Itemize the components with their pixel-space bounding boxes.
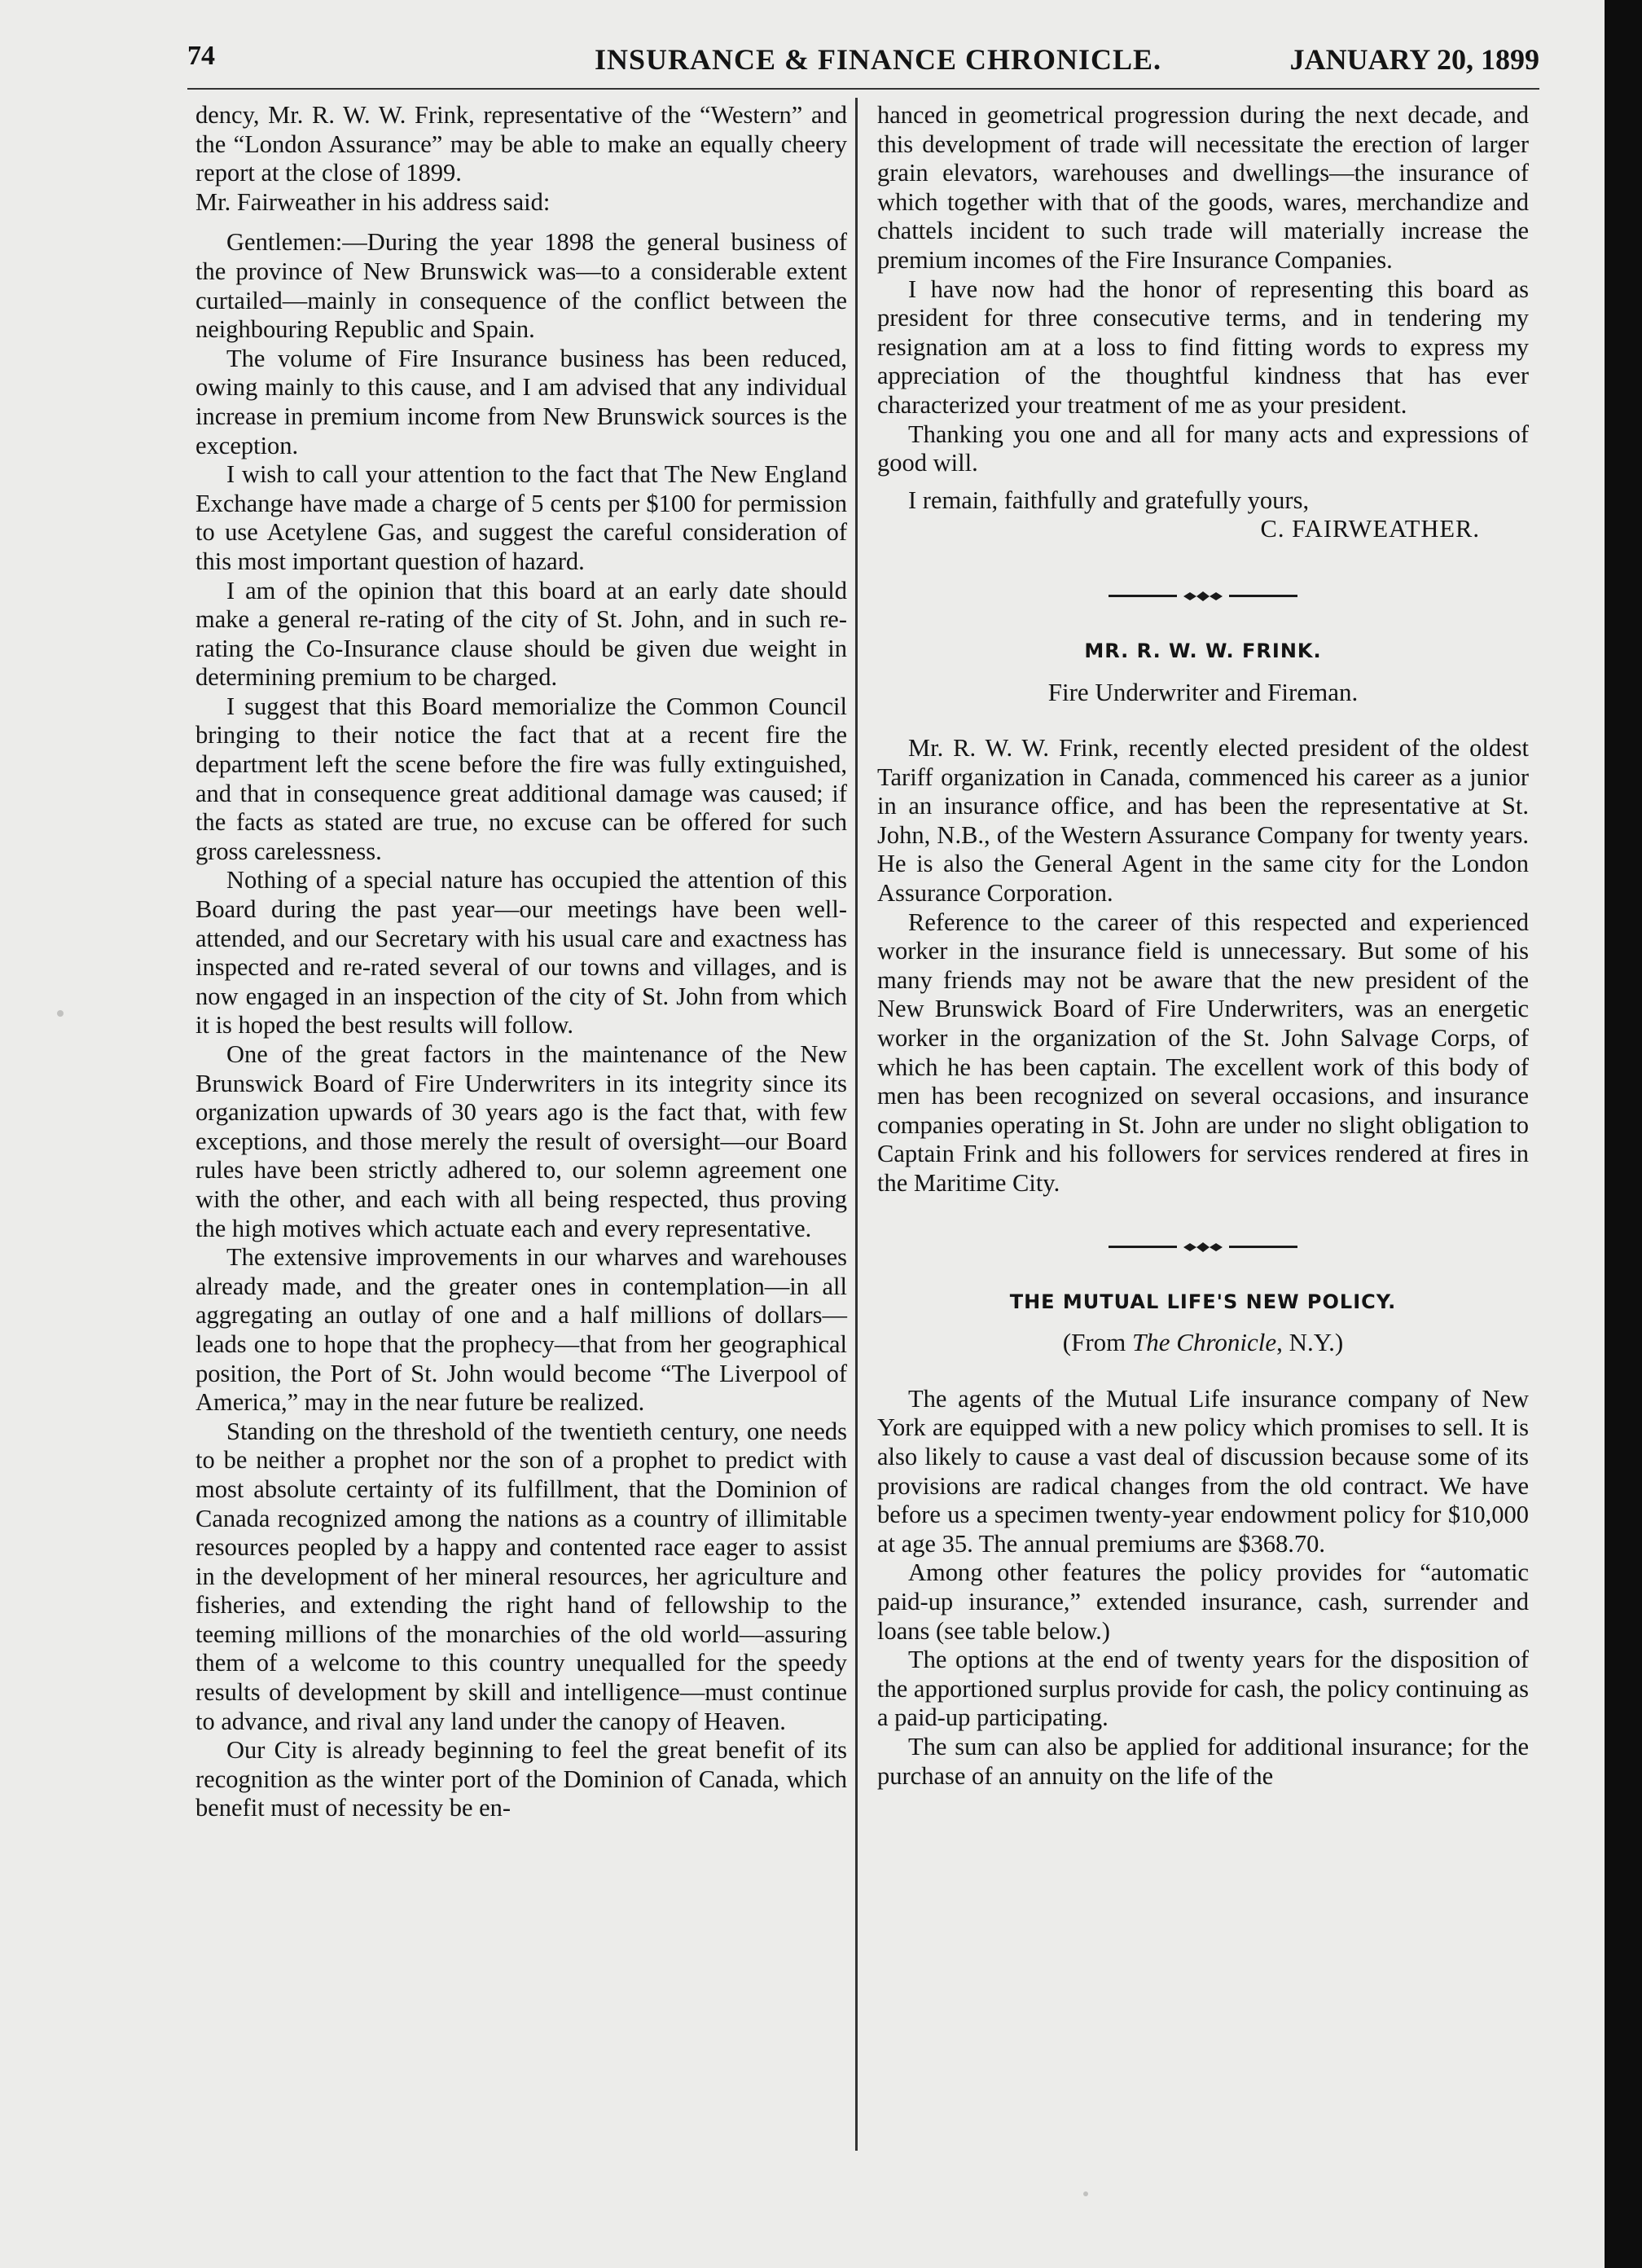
paragraph: The volume of Fire Insurance business has been reduced, owing mainly to this cause, and I am advised that any individual increase in premium income from New Brunswick sources is the exception. xyxy=(195,344,847,459)
paragraph: Mr. Fairweather in his address said: xyxy=(195,187,551,216)
closing-line: I remain, faithfully and gratefully yours, xyxy=(908,486,1310,514)
source-name: The Chronicle xyxy=(1132,1328,1277,1357)
article-subheading: Fire Underwriter and Fireman. xyxy=(1047,677,1359,706)
paragraph: One of the great factors in the maintenance of the New Brunswick Board of Fire Underwriters in its integrity since its organization upwards of 30 years ago is the fact that, with few exceptions, and those merely the result of oversight—our Board rules have been strictly adhered to, our solemn agreement one with the other, and each with all being respected, thus proving the high motives which actuate each and every representative. xyxy=(195,1040,847,1242)
section-ornament xyxy=(877,580,1529,613)
article-heading: THE MUTUAL LIFE'S NEW POLICY. xyxy=(1009,1290,1397,1313)
print-speck xyxy=(1083,2191,1088,2196)
scan-edge xyxy=(1605,0,1642,2268)
paragraph: I have now had the honor of representing this board as president for three consecutive terms, and in tendering my resignation am at a loss to find fitting words to express my appreciation of the thoughtful kindness that has ever characterized your treatment of me as your president. xyxy=(877,275,1529,419)
header-rule xyxy=(187,88,1539,90)
paragraph: Reference to the career of this respected and experienced worker in the insurance field is unnecessary. But some of his many friends may not be aware that the new president of the New Brunswick Board of Fire Underwriters, was an energetic worker in the organization of the St. John Salvage Corps, of which he has been captain. The excellent work of this body of men has been recognized on several occasions, and insurance companies operating in St. John are under no slight obligation to Captain Frink and his followers for services rendered at fires in the Maritime City. xyxy=(877,908,1529,1197)
issue-date: JANUARY 20, 1899 xyxy=(1289,43,1539,76)
paragraph: Among other features the policy provides for “automatic paid-up insurance,” extended insurance, cash, surrender and loans (see table below.) xyxy=(877,1558,1529,1645)
ornament-knot-icon xyxy=(1182,1242,1224,1253)
paragraph: The sum can also be applied for additional insurance; for the purchase of an annuity on the life of the xyxy=(877,1732,1529,1790)
paragraph: Our City is already beginning to feel the great benefit of its recognition as the winter port of the Dominion of Canada, which benefit must of necessity be en- xyxy=(195,1736,847,1822)
paragraph: I am of the opinion that this board at an early date should make a general re-rating of the city of St. John, and in such re-rating the Co-Insurance clause should be given due weight in determining premium to be charged. xyxy=(195,576,847,692)
left-column xyxy=(195,101,847,1823)
source-suffix: , N.Y.) xyxy=(1276,1328,1344,1357)
paragraph: Nothing of a special nature has occupied the attention of this Board during the past year—our meetings have been well-attended, and our Secretary with his usual care and exactness has inspected and re-rated several of our towns and villages, and is now engaged in an inspection of the city of St. John from which it is hoped the best results will follow. xyxy=(195,866,847,1040)
source-prefix: (From xyxy=(1062,1328,1133,1357)
right-column xyxy=(877,101,1529,1791)
page-number: 74 xyxy=(187,41,215,71)
paragraph: The agents of the Mutual Life insurance company of New York are equipped with a new policy which promises to sell. It is also likely to cause a vast deal of discussion because some of its provisions are radical changes from the old contract. We have before us a specimen twenty-year endowment policy for $10,000 at age 35. The annual premiums are $368.70. xyxy=(877,1384,1529,1558)
article-heading: MR. R. W. W. FRINK. xyxy=(1084,639,1322,662)
paragraph: Standing on the threshold of the twentieth century, one needs to be neither a prophet nor the son of a prophet to predict with most absolute certainty of its fulfillment, that the Dominion of Canada recognized among the nations as a country of illimitable resources peopled by a happy and contented race eager to assist in the development of her mineral resources, her agriculture and fisheries, and extending the right hand of fellowship to the teeming millions of the monarchies of the old world—assuring them of a welcome to this country unequalled for the speedy results of development by skill and intelligence—must continue to advance, and rival any land under the canopy of Heaven. xyxy=(195,1417,847,1735)
paragraph: The options at the end of twenty years for the disposition of the apportioned surplus provide for cash, the policy continuing as a paid-up participating. xyxy=(877,1646,1529,1732)
paragraph: dency, Mr. R. W. W. Frink, representative of the “Western” and the “London Assurance” may be able to make an equally cheery report at the close of 1899. xyxy=(195,101,847,187)
paragraph: I suggest that this Board memorialize the Common Council bringing to their notice the fact that at a recent fire the department left the scene before the fire was fully extinguished, and that in consequence great additional damage was caused; if the facts as stated are true, no excuse can be offered for such gross carelessness. xyxy=(195,692,847,865)
paragraph: hanced in geometrical progression during the next decade, and this development of trade will necessitate the erection of larger grain elevators, warehouses and dwellings—the insurance of which together with that of the goods, wares, merchandize and chattels incident to such trade will materially increase the premium incomes of the Fire Insurance Companies. xyxy=(877,101,1529,274)
paragraph: Thanking you one and all for many acts and expressions of good will. xyxy=(877,420,1529,477)
page-header xyxy=(187,41,1539,90)
print-speck xyxy=(57,1010,64,1017)
column-divider xyxy=(855,98,858,2151)
article-source xyxy=(877,1328,1529,1357)
signature: C. FAIRWEATHER. xyxy=(1260,515,1480,543)
section-ornament xyxy=(877,1231,1529,1264)
paragraph: I wish to call your attention to the fact that The New England Exchange have made a charge of 5 cents per $100 for permission to use Acetylene Gas, and suggest the careful consideration of this most important question of hazard. xyxy=(195,460,847,575)
paragraph: Mr. R. W. W. Frink, recently elected president of the oldest Tariff organization in Canada, commenced his career as a junior in an insurance office, and has been the representative at St. John, N.B., of the Western Assurance Company for twenty years. He is also the General Agent in the same city for the London Assurance Corporation. xyxy=(877,734,1529,908)
ornament-knot-icon xyxy=(1182,591,1224,602)
paragraph: Gentlemen:—During the year 1898 the general business of the province of New Brunswick was—to a considerable extent curtailed—mainly in consequence of the conflict between the neighbouring Republic and Spain. xyxy=(195,228,847,344)
paragraph: The extensive improvements in our wharves and warehouses already made, and the greater ones in contemplation—in all aggregating an outlay of one and a half millions of dollars—leads one to hope that the prophecy—that from her geographical position, the Port of St. John would become “The Liverpool of America,” may in the near future be realized. xyxy=(195,1243,847,1417)
publication-title: INSURANCE & FINANCE CHRONICLE. xyxy=(595,43,1162,76)
